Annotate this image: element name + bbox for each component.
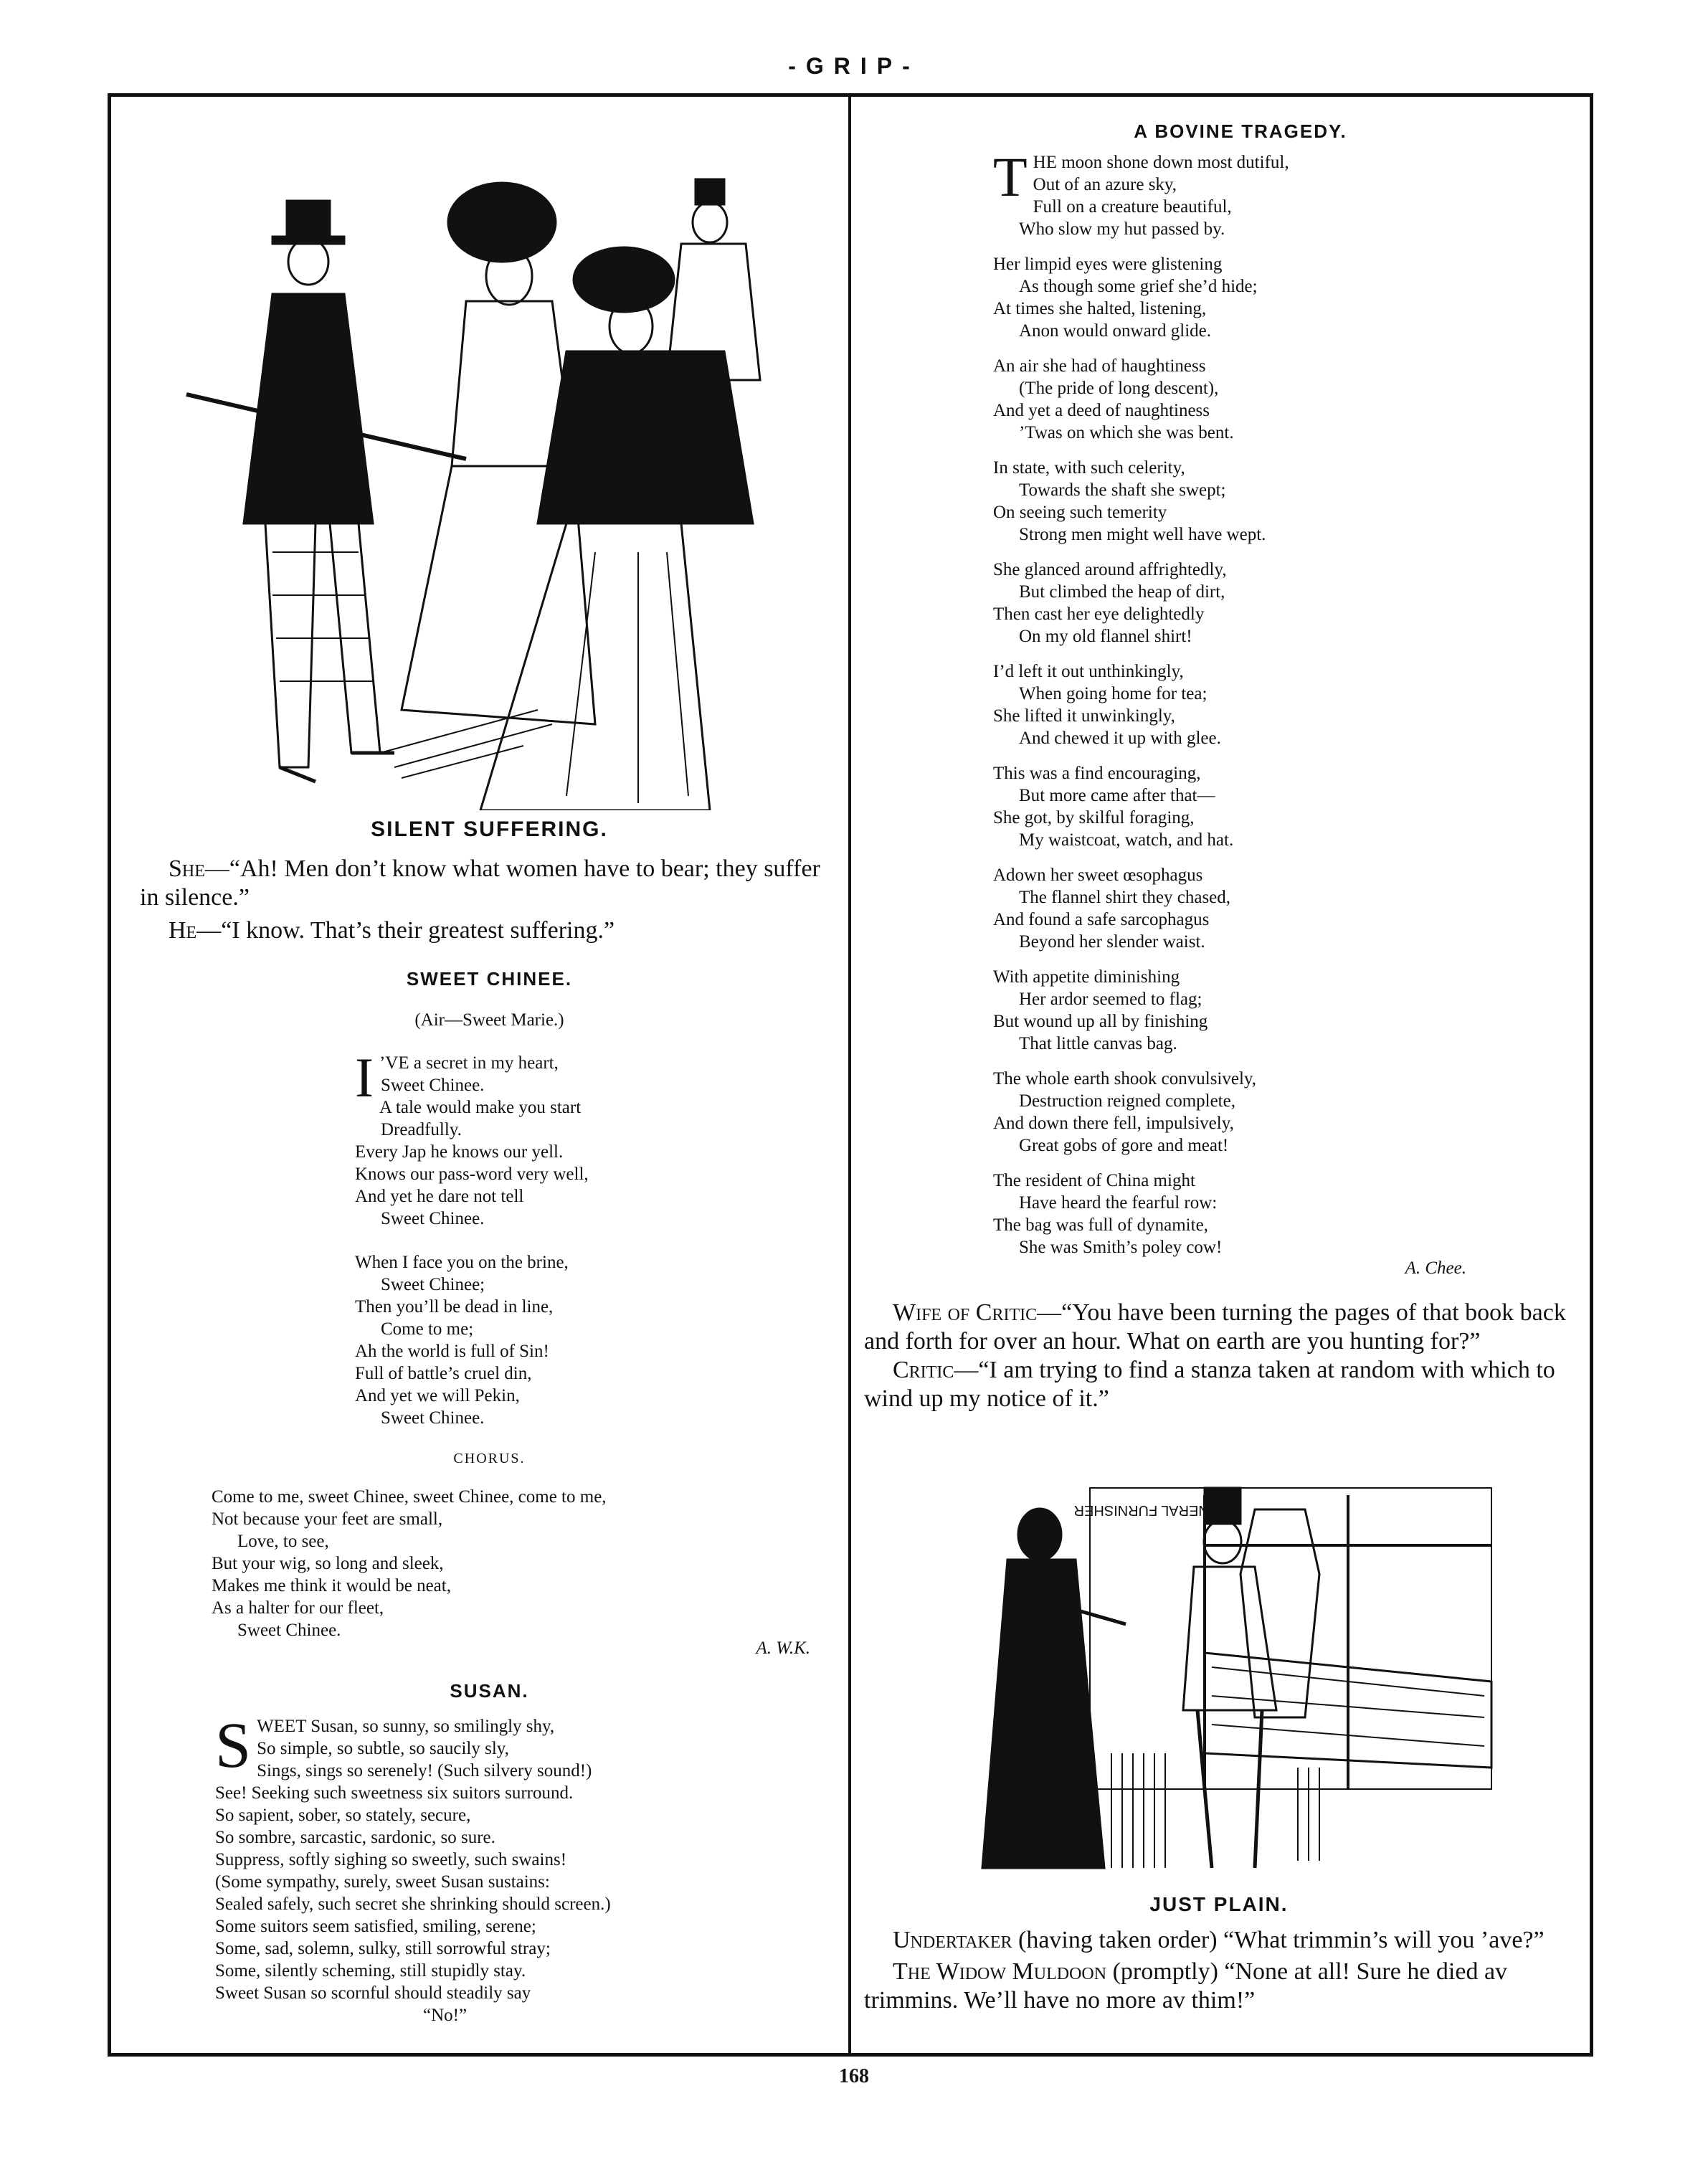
poem-line: When going home for tea;	[1019, 684, 1208, 703]
poem-line: And yet he dare not tell	[355, 1187, 524, 1206]
poem-line: Sweet Chinee.	[381, 1076, 485, 1095]
poem-line: But more came after that—	[1019, 786, 1215, 805]
poem-line: Towards the shaft she swept;	[1019, 480, 1226, 500]
poem-line: The resident of China might	[993, 1171, 1195, 1190]
poem-line: So sombre, sarcastic, sardonic, so sure.	[215, 1828, 495, 1847]
speaker-widow-muldoon: The Widow Muldoon	[893, 1958, 1107, 1985]
poem-line: But climbed the heap of dirt,	[1019, 582, 1225, 602]
susan-title: SUSAN.	[450, 1680, 529, 1702]
poem-line: But wound up all by finishing	[993, 1012, 1208, 1031]
signature-a-chee: A. Chee.	[1405, 1258, 1466, 1278]
bovine-stanza	[993, 864, 1574, 953]
sweet-chinee-stanza-2	[355, 1251, 839, 1429]
chorus-line: Sweet Chinee.	[237, 1621, 341, 1640]
signature-awk: A. W.K.	[756, 1639, 810, 1658]
bovine-stanza	[993, 762, 1574, 851]
speaker-he: He	[169, 917, 197, 944]
poem-line: At times she halted, listening,	[993, 299, 1207, 318]
widow-line	[864, 1958, 1574, 2015]
poem-line: And yet we will Pekin,	[355, 1386, 520, 1405]
critic-line	[864, 1356, 1574, 1413]
bovine-stanza	[993, 1170, 1574, 1258]
sweet-chinee-air: (Air—Sweet Marie.)	[414, 1010, 564, 1030]
poem-line: See! Seeking such sweetness six suitors surround.	[215, 1783, 574, 1803]
poem-line: And chewed it up with glee.	[1019, 729, 1221, 748]
chorus	[140, 1486, 839, 1641]
poem-line: Full of battle’s cruel din,	[355, 1364, 532, 1383]
silent-suffering-he	[140, 916, 839, 945]
widow-dialogue: (promptly) “None at all! Sure he died av trimmins. We’ll have no more av thim!”	[864, 1958, 1508, 2014]
poem-line: On my old flannel shirt!	[1019, 627, 1192, 646]
sweet-chinee-title: SWEET CHINEE.	[406, 968, 573, 990]
poem-line: Destruction reigned complete,	[1019, 1091, 1235, 1111]
poem-line: Sweet Susan so scornful should steadily say	[215, 1983, 531, 2003]
poem-line: That little canvas bag.	[1019, 1034, 1177, 1053]
poem-line: This was a find encouraging,	[993, 764, 1201, 783]
bovine-stanza	[993, 355, 1574, 444]
speaker-she: She	[169, 855, 205, 882]
poem-line: Come to me;	[381, 1319, 474, 1339]
poem-line: Dreadfully.	[381, 1120, 462, 1139]
sweet-chinee-stanza-1	[355, 1046, 839, 1230]
susan-poem	[140, 1710, 839, 2026]
poem-line: And found a safe sarcophagus	[993, 910, 1210, 929]
poem-line: Sealed safely, such secret she shrinking should screen.)	[215, 1894, 611, 1914]
just-plain-title: JUST PLAIN.	[1149, 1893, 1289, 1915]
bovine-stanza	[993, 457, 1574, 546]
chorus-line: As a halter for our fleet,	[212, 1598, 384, 1618]
poem-line: Who slow my hut passed by.	[1019, 219, 1225, 239]
poem-line: ’VE a secret in my heart,	[379, 1053, 559, 1073]
undertaker-line	[864, 1926, 1574, 1955]
poem-line: Sweet Chinee.	[381, 1408, 485, 1428]
poem-line: She was Smith’s poley cow!	[1019, 1238, 1223, 1257]
poem-line: And yet a deed of naughtiness	[993, 401, 1210, 420]
poem-line: (Some sympathy, surely, sweet Susan sustains:	[215, 1872, 550, 1892]
right-column	[864, 120, 1574, 1413]
poem-line: Great gobs of gore and meat!	[1019, 1136, 1229, 1155]
poem-line: She lifted it unwinkingly,	[993, 706, 1175, 726]
bovine-stanza	[993, 253, 1574, 342]
masthead: -GRIP-	[788, 53, 920, 79]
bovine-title: A BOVINE TRAGEDY.	[1134, 120, 1347, 142]
poem-line: Her ardor seemed to flag;	[1019, 990, 1202, 1009]
chorus-line: Not because your feet are small,	[212, 1509, 443, 1529]
sweet-chinee-poem	[140, 1046, 839, 1429]
poem-line: So simple, so subtle, so saucily sly,	[257, 1739, 509, 1758]
poem-line: (The pride of long descent),	[1019, 379, 1219, 398]
poem-line: The bag was full of dynamite,	[993, 1215, 1208, 1235]
poem-line: Beyond her slender waist.	[1019, 932, 1205, 952]
poem-line: I’d left it out unthinkingly,	[993, 662, 1184, 681]
poem-line: An air she had of haughtiness	[993, 356, 1206, 376]
silent-suffering-title: SILENT SUFFERING.	[371, 817, 608, 841]
poem-line: ’Twas on which she was bent.	[1019, 423, 1234, 442]
poem-line: Adown her sweet œsophagus	[993, 866, 1203, 885]
poem-line: On seeing such temerity	[993, 503, 1167, 522]
dropcap-s: S	[215, 1710, 252, 1781]
undertaker-dialogue: (having taken order) “What trimmin’s will you ’ave?”	[1012, 1927, 1545, 1953]
dropcap-i: I	[355, 1046, 374, 1109]
bovine-poem	[864, 146, 1574, 1258]
poem-line: Sweet Chinee.	[381, 1209, 485, 1228]
bovine-stanza	[993, 559, 1574, 648]
column-divider	[848, 97, 851, 2053]
poem-line: Her limpid eyes were glistening	[993, 255, 1223, 274]
poem-line: Some, sad, solemn, sulky, still sorrowful stray;	[215, 1939, 551, 1958]
poem-line: Every Jap he knows our yell.	[355, 1142, 564, 1162]
poem-line: In state, with such celerity,	[993, 458, 1185, 478]
chorus-line: Makes me think it would be neat,	[212, 1576, 451, 1595]
poem-line: Out of an azure sky,	[1033, 175, 1177, 194]
speaker-undertaker: Undertaker	[893, 1927, 1012, 1953]
wife-of-critic-line	[864, 1299, 1574, 1356]
poem-line: HE moon shone down most dutiful,	[1033, 153, 1289, 172]
poem-line: Anon would onward glide.	[1019, 321, 1212, 341]
bovine-stanza	[993, 966, 1574, 1055]
poem-line: Knows our pass-word very well,	[355, 1165, 589, 1184]
poem-line: A tale would make you start	[379, 1098, 582, 1117]
illustration-silent-suffering	[165, 122, 825, 810]
poem-line: Ah the world is full of Sin!	[355, 1342, 549, 1361]
poem-line: And down there fell, impulsively,	[993, 1114, 1234, 1133]
poem-line: Sings, sings so serenely! (Such silvery sound!)	[257, 1761, 592, 1780]
chorus-line: But your wig, so long and sleek,	[212, 1554, 444, 1573]
poem-line: Some suitors seem satisfied, smiling, serene;	[215, 1917, 536, 1936]
poem-line: As though some grief she’d hide;	[1019, 277, 1258, 296]
poem-line: Then you’ll be dead in line,	[355, 1297, 554, 1317]
just-plain-caption	[864, 1893, 1574, 2015]
left-column	[140, 817, 839, 2026]
speaker-critic: Critic	[893, 1357, 954, 1383]
critic-dialogue	[864, 1299, 1574, 1413]
poem-line: The flannel shirt they chased,	[1019, 888, 1231, 907]
she-dialogue: —“Ah! Men don’t know what women have to bear; they suffer in silence.”	[140, 855, 820, 911]
dropcap-t: T	[993, 146, 1028, 208]
bovine-stanza	[993, 660, 1574, 749]
poem-line: Full on a creature beautiful,	[1033, 197, 1232, 217]
funeral-furnisher-sign: FUNERAL FURNISHER	[1073, 1502, 1228, 1518]
poem-line: With appetite diminishing	[993, 967, 1180, 987]
silent-suffering-she	[140, 855, 839, 912]
poem-line: Some, silently scheming, still stupidly stay.	[215, 1961, 526, 1981]
poem-line: Strong men might well have wept.	[1019, 525, 1266, 544]
poem-line: When I face you on the brine,	[355, 1253, 569, 1272]
illustration-just-plain	[968, 1481, 1499, 1889]
poem-line: Sweet Chinee;	[381, 1275, 485, 1294]
bovine-stanza	[993, 1068, 1574, 1157]
poem-line: Suppress, softly sighing so sweetly, such swains!	[215, 1850, 567, 1869]
poem-line: She got, by skilful foraging,	[993, 808, 1195, 827]
speaker-wife-of-critic: Wife of Critic	[893, 1299, 1038, 1326]
wife-of-critic-dialogue: —“You have been turning the pages of that book back and forth for over an hour. What on earth are you hunting for?”	[864, 1299, 1566, 1355]
poem-line: Have heard the fearful row:	[1019, 1193, 1218, 1213]
he-dialogue: —“I know. That’s their greatest suffering.”	[196, 917, 615, 944]
poem-line: She glanced around affrightedly,	[993, 560, 1227, 579]
poem-line: “No!”	[423, 2006, 468, 2025]
chorus-label: CHORUS.	[453, 1451, 526, 1466]
page-number: 168	[839, 2065, 869, 2087]
bovine-stanza	[993, 146, 1574, 240]
poem-line: WEET Susan, so sunny, so smilingly shy,	[257, 1717, 555, 1736]
critic-response: —“I am trying to find a stanza taken at random with which to wind up my notice of it.”	[864, 1357, 1555, 1412]
poem-line: Then cast her eye delightedly	[993, 604, 1205, 624]
chorus-line: Come to me, sweet Chinee, sweet Chinee, come to me,	[212, 1487, 607, 1507]
chorus-line: Love, to see,	[237, 1532, 329, 1551]
poem-line: The whole earth shook convulsively,	[993, 1069, 1257, 1089]
poem-line: So sapient, sober, so stately, secure,	[215, 1806, 471, 1825]
poem-line: My waistcoat, watch, and hat.	[1019, 830, 1234, 850]
